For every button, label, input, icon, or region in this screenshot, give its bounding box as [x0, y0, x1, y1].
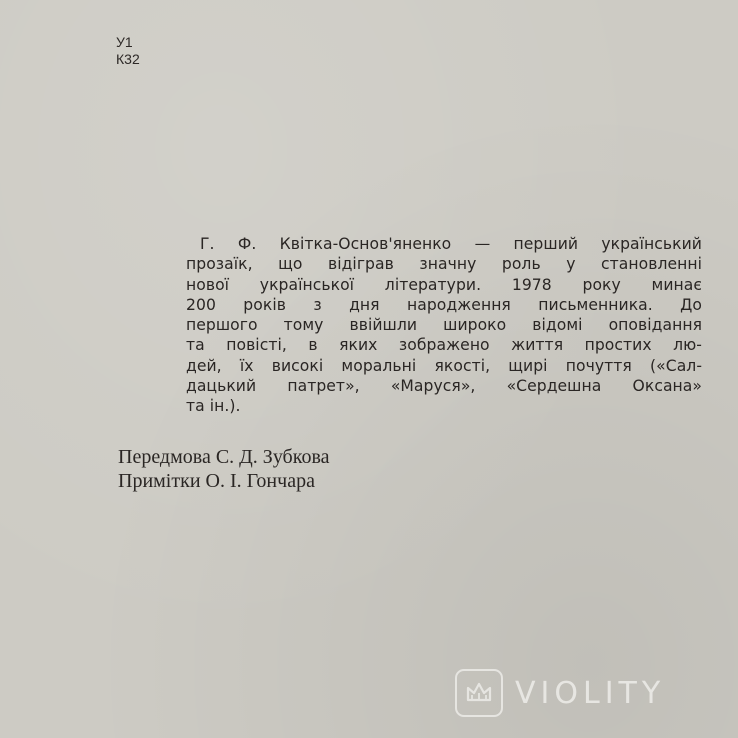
annotation-line: нової української літератури. 1978 року минає — [186, 275, 702, 294]
crown-icon — [464, 678, 494, 708]
watermark — [455, 668, 725, 718]
preface-credit: Передмова С. Д. Зубкова — [118, 446, 330, 468]
credits — [118, 445, 330, 493]
annotation-line: та ін.). — [186, 397, 241, 416]
annotation-line: дей, їх високі моральні якості, щирі почуття («Сал- — [186, 356, 702, 375]
notes-credit: Примітки О. І. Гончара — [118, 470, 315, 492]
annotation-line: та повісті, в яких зображено життя простих лю- — [186, 336, 702, 355]
book-annotation — [186, 234, 702, 417]
violity-logo-icon — [455, 669, 503, 717]
author-mark: К32 — [116, 51, 140, 67]
watermark-text: VIOLITY — [515, 675, 666, 711]
udc-code: У1 — [116, 34, 133, 50]
annotation-line: 200 років з дня народження письменника. До — [186, 295, 702, 314]
udc-classification — [116, 34, 140, 68]
annotation-line: першого тому ввійшли широко відомі оповідання — [186, 316, 702, 335]
annotation-line: дацький патрет», «Маруся», «Сердешна Оксана» — [186, 377, 702, 396]
annotation-line: прозаїк, що відіграв значну роль у становленні — [186, 255, 702, 274]
annotation-line: Г. Ф. Квітка-Основ'яненко — перший український — [200, 235, 702, 253]
